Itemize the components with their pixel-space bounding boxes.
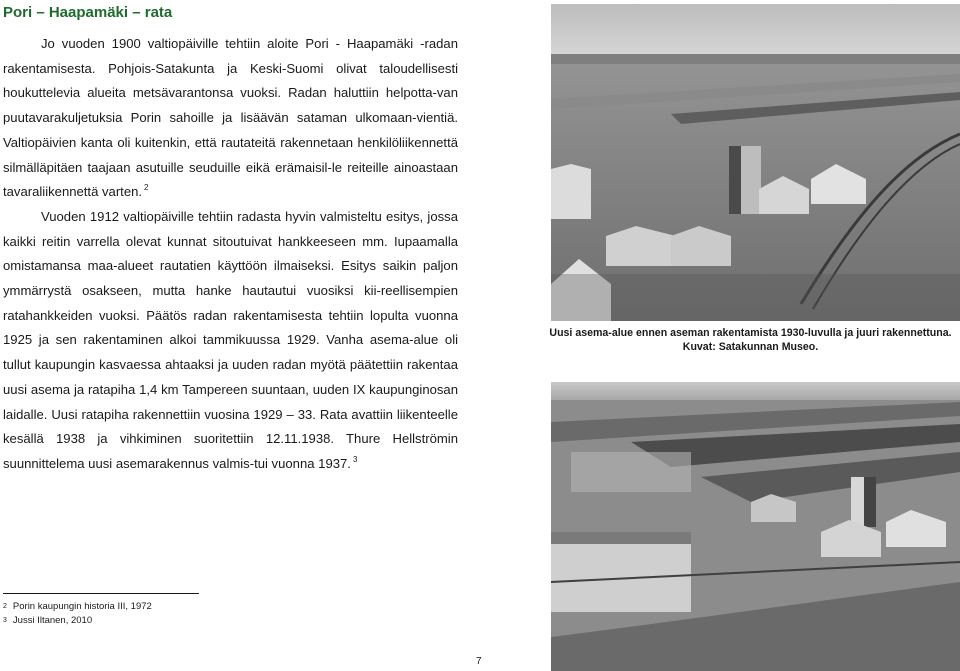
text-line: – 33. Rata avattiin liikenteelle kesällä 1938 ja vihkiminen suoritettiin <box>3 406 458 447</box>
photo-caption <box>541 326 960 354</box>
footnote-ref: 2 <box>144 183 149 193</box>
footnote-number: 2 <box>3 603 7 610</box>
text-line: päätettiin rakentaa uusi asema ja ratapiha 1,4 km Tampereen suuntaan, <box>3 357 458 397</box>
historical-photo-station-area <box>551 4 960 321</box>
text-line: Jo vuoden 1900 valtiopäiville tehtiin aloite Pori - Haapamäki -radan <box>41 36 458 51</box>
text-line: uuden IX kaupunginosan laidalle. Uusi ratapiha rakennettiin vuosina 1929 <box>3 381 458 422</box>
footnote-divider <box>3 593 199 594</box>
footnote <box>3 614 152 628</box>
text-line: Iupaamalla omistamansa maa-alueet rautatien käyttöön ilmaiseksi. Esitys <box>3 233 459 274</box>
text-line: 12.11.1938. Thure Hellströmin suunnittelema uusi asemarakennus valmis- <box>3 431 458 471</box>
footnote-number: 3 <box>3 617 7 624</box>
text-line: asema-alue oli tullut kaupungin kasvaessa ahtaaksi ja uuden radan myötä <box>3 332 459 373</box>
text-line: van puutavarakuljetuksia Porin sahoille ja lisäävän sataman ulkomaan- <box>3 85 458 126</box>
footnote-text: Jussi Iltanen, 2010 <box>12 615 93 626</box>
caption-line: Uusi asema-alue ennen aseman rakentamista 1930-luvulla ja juuri rakennettuna. <box>549 327 952 339</box>
text-line: Vuoden 1912 valtiopäiville tehtiin radasta hyvin valmisteltu esitys, <box>41 208 424 224</box>
text-line: rakentamisesta. Pohjois-Satakunta ja Keski-Suomi olivat taloudellisesti <box>3 60 458 76</box>
historical-photo-new-station <box>551 382 960 671</box>
text-line: reellisempien ratahankkeiden vuoksi. Päätös radan rakentamisesta tehtiin <box>3 283 458 323</box>
text-line: le reiteille ainoastaan tavaraliikennettä varten. <box>3 159 458 200</box>
page-title: Pori – Haapamäki – rata <box>3 4 173 21</box>
text-line: jossa kaikki reitin varrella olevat kunnat sitoutuivat hankkeeseen mm. <box>3 208 458 249</box>
text-line: lopulta vuonna 1925 ja sen rakentaminen alkoi tammikuussa 1929. Vanha <box>3 307 458 348</box>
text-line: henkilöliikennettä silmälläpitäen taajaan asutuille seuduille eikä erämaisil- <box>3 134 458 175</box>
body-text <box>3 32 458 477</box>
paragraph-1 <box>3 32 458 205</box>
footnote-ref: 3 <box>352 454 358 464</box>
text-line: vientiä. Valtiopäivien kanta oli kuitenkin, että rautateitä rakennetaan <box>3 110 458 150</box>
paragraph-2 <box>3 205 458 477</box>
caption-credit: Kuvat: Satakunnan Museo. <box>682 341 819 353</box>
text-line: houkuttelevia alueita metsävarantonsa vuoksi. Radan haluttiin helpotta- <box>3 85 437 101</box>
text-line: saikin paljon ymmärrystä osakseen, mutta hanke hautautui vuosiksi kii- <box>3 258 458 299</box>
footnote <box>3 600 152 614</box>
footnote-text: Porin kaupungin historia III, 1972 <box>12 601 152 612</box>
text-line: tui vuonna 1937. <box>254 455 351 471</box>
footnotes <box>3 600 152 628</box>
page-number: 7 <box>476 656 482 667</box>
